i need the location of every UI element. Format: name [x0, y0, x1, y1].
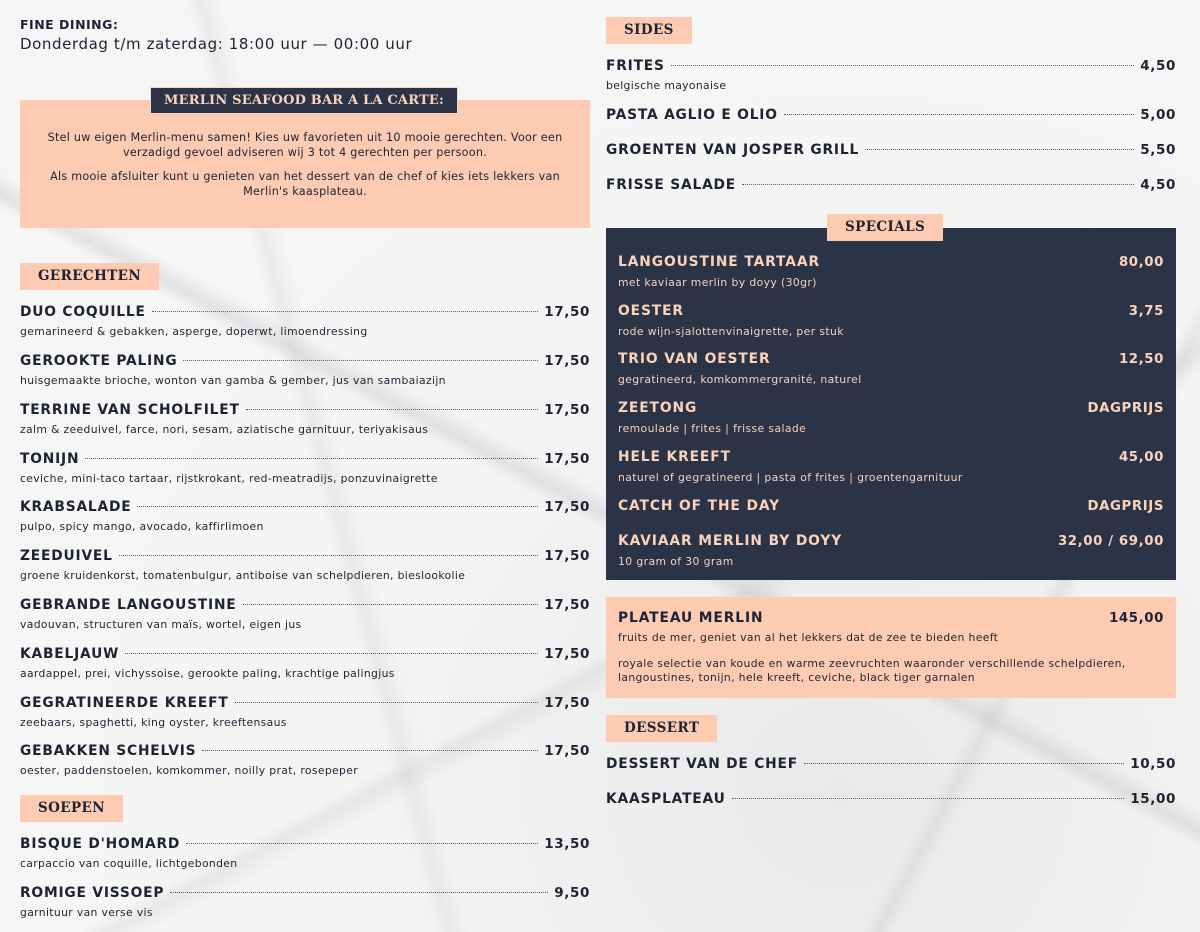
item-name: GEROOKTE PALING	[20, 353, 178, 369]
leader-dots	[85, 458, 538, 459]
item-name: TERRINE VAN SCHOLFILET	[20, 402, 240, 418]
item-price: DAGPRIJS	[1087, 499, 1164, 514]
item-name: PLATEAU MERLIN	[618, 610, 764, 626]
item-price: 10,50	[1130, 756, 1176, 772]
leader-dots	[742, 184, 1134, 185]
special-item	[618, 254, 1164, 289]
menu-item	[606, 58, 1176, 92]
leader-dots	[804, 763, 1124, 764]
item-name: DUO COQUILLE	[20, 304, 146, 320]
menu-item	[20, 304, 590, 338]
fine-dining-title: FINE DINING:	[20, 17, 119, 32]
item-description: oester, paddenstoelen, komkommer, noilly prat, rosepeper	[20, 764, 358, 777]
section-title-sides: SIDES	[606, 17, 692, 44]
section-title-dessert: DESSERT	[606, 715, 717, 742]
menu-item	[606, 107, 1176, 123]
item-name: KRABSALADE	[20, 499, 132, 515]
item-price: 17,50	[544, 304, 590, 320]
item-name: HELE KREEFT	[618, 449, 731, 465]
item-name: TRIO VAN OESTER	[618, 351, 771, 367]
item-name: ROMIGE VISSOEP	[20, 885, 165, 901]
item-name: PASTA AGLIO E OLIO	[606, 107, 778, 123]
item-price: 15,00	[1130, 791, 1176, 807]
item-price: 12,50	[1118, 352, 1164, 367]
item-price: 17,50	[544, 597, 590, 613]
item-name: OESTER	[618, 303, 684, 319]
menu-item	[20, 695, 590, 729]
leader-dots	[119, 555, 539, 556]
intro-box	[20, 93, 590, 228]
item-name: KAASPLATEAU	[606, 791, 726, 807]
item-name: CATCH OF THE DAY	[618, 498, 780, 514]
item-description: pulpo, spicy mango, avocado, kaffirlimoen	[20, 520, 264, 533]
item-description: huisgemaakte brioche, wonton van gamba & gember, jus van sambaiazijn	[20, 374, 446, 387]
leader-dots	[235, 702, 539, 703]
menu-item	[20, 353, 590, 387]
item-price: 45,00	[1118, 450, 1164, 465]
item-name: FRITES	[606, 58, 665, 74]
leader-dots	[732, 798, 1125, 799]
menu-item	[606, 142, 1176, 158]
item-price: 17,50	[544, 548, 590, 564]
item-price: DAGPRIJS	[1087, 401, 1164, 416]
item-description: gemarineerd & gebakken, asperge, doperwt, limoendressing	[20, 325, 368, 338]
item-description: garnituur van verse vis	[20, 906, 153, 919]
item-name: TONIJN	[20, 451, 80, 467]
menu-item	[20, 836, 590, 870]
item-description: rode wijn-sjalottenvinaigrette, per stuk	[618, 325, 844, 338]
special-item	[618, 498, 1164, 514]
item-description: zeebaars, spaghetti, king oyster, kreeftensaus	[20, 716, 287, 729]
item-price: 4,50	[1140, 58, 1176, 74]
item-name: GEBAKKEN SCHELVIS	[20, 743, 197, 759]
item-price: 80,00	[1118, 255, 1164, 270]
specials-box	[606, 228, 1176, 580]
special-item	[618, 449, 1164, 484]
plateau-box	[606, 597, 1176, 698]
leader-dots	[170, 892, 548, 893]
item-description: 10 gram of 30 gram	[618, 555, 734, 568]
item-name: KAVIAAR MERLIN BY DOYY	[618, 533, 843, 549]
menu-item	[20, 548, 590, 582]
item-description: fruits de mer, geniet van al het lekkers dat de zee te bieden heeft	[618, 631, 999, 644]
menu-item	[20, 743, 590, 777]
menu-item	[606, 177, 1176, 193]
item-description: zalm & zeeduivel, farce, nori, sesam, aziatische garnituur, teriyakisaus	[20, 423, 429, 436]
leader-dots	[202, 750, 538, 751]
item-name: DESSERT VAN DE CHEF	[606, 756, 798, 772]
item-price: 9,50	[554, 885, 590, 901]
item-price: 17,50	[544, 353, 590, 369]
item-name: KABELJAUW	[20, 646, 120, 662]
leader-dots	[671, 65, 1135, 66]
menu-item	[20, 597, 590, 631]
leader-dots	[186, 843, 538, 844]
item-price: 13,50	[544, 836, 590, 852]
item-name: GEGRATINEERDE KREEFT	[20, 695, 229, 711]
intro-paragraph-1: Stel uw eigen Merlin-menu samen! Kies uw favorieten uit 10 mooie gerechten. Voor een verzadigd gevoel adviseren wij 3 tot 4 gerechten per persoon.	[47, 131, 563, 159]
menu-item	[606, 791, 1176, 807]
special-item	[618, 303, 1164, 338]
item-description: belgische mayonaise	[606, 79, 727, 92]
item-description: aardappel, prei, vichyssoise, gerookte paling, krachtige palingjus	[20, 667, 395, 680]
leader-dots	[183, 360, 538, 361]
item-price: 3,75	[1128, 304, 1164, 319]
item-price: 17,50	[544, 451, 590, 467]
item-description: met kaviaar merlin by doyy (30gr)	[618, 276, 817, 289]
section-title-specials: SPECIALS	[827, 214, 943, 241]
menu-item	[20, 402, 590, 436]
special-item	[618, 533, 1164, 568]
item-description: ceviche, mini-taco tartaar, rijstkrokant, red-meatradijs, ponzuvinaigrette	[20, 472, 438, 485]
item-name: ZEETONG	[618, 400, 698, 416]
item-name: ZEEDUIVEL	[20, 548, 113, 564]
item-price: 17,50	[544, 499, 590, 515]
leader-dots	[137, 506, 538, 507]
item-price: 145,00	[1109, 611, 1164, 626]
menu-item	[20, 499, 590, 533]
item-name: BISQUE D'HOMARD	[20, 836, 181, 852]
item-description: carpaccio van coquille, lichtgebonden	[20, 857, 238, 870]
menu-item	[20, 646, 590, 680]
leader-dots	[784, 114, 1135, 115]
item-price: 17,50	[544, 695, 590, 711]
section-title-soepen: SOEPEN	[20, 795, 123, 822]
item-description: naturel of gegratineerd | pasta of frites | groentengarnituur	[618, 471, 963, 484]
opening-hours: Donderdag t/m zaterdag: 18:00 uur — 00:00 uur	[20, 35, 413, 53]
item-name: GROENTEN VAN JOSPER GRILL	[606, 142, 860, 158]
item-name: GEBRANDE LANGOUSTINE	[20, 597, 237, 613]
leader-dots	[125, 653, 538, 654]
menu-item	[20, 885, 590, 919]
item-description-extra: royale selectie van koude en warme zeevruchten waaronder verschillende schelpdieren, langoustines, tonijn, hele kreeft, ceviche, black tiger garnalen	[618, 657, 1126, 684]
section-title-gerechten: GERECHTEN	[20, 263, 159, 290]
item-price: 5,50	[1140, 142, 1176, 158]
menu-item	[606, 756, 1176, 772]
leader-dots	[865, 149, 1134, 150]
item-price: 17,50	[544, 646, 590, 662]
special-item	[618, 400, 1164, 435]
item-description: gegratineerd, komkommergranité, naturel	[618, 373, 862, 386]
item-description: remoulade | frites | frisse salade	[618, 422, 807, 435]
item-price: 17,50	[544, 402, 590, 418]
item-description: groene kruidenkorst, tomatenbulgur, antiboise van schelpdieren, bieslookolie	[20, 569, 466, 582]
leader-dots	[243, 604, 539, 605]
item-name: FRISSE SALADE	[606, 177, 737, 193]
item-price: 5,00	[1140, 107, 1176, 123]
item-price: 4,50	[1140, 177, 1176, 193]
intro-paragraph-2: Als mooie afsluiter kunt u genieten van het dessert van de chef of kies iets lekkers van Merlin's kaasplateau.	[50, 170, 560, 198]
intro-badge: MERLIN SEAFOOD BAR A LA CARTE:	[150, 87, 458, 114]
item-price: 17,50	[544, 743, 590, 759]
item-description: vadouvan, structuren van maïs, wortel, eigen jus	[20, 618, 302, 631]
leader-dots	[152, 311, 539, 312]
menu-item	[20, 451, 590, 485]
item-price: 32,00 / 69,00	[1057, 534, 1164, 549]
item-name: LANGOUSTINE TARTAAR	[618, 254, 820, 270]
leader-dots	[246, 409, 539, 410]
special-item	[618, 351, 1164, 386]
